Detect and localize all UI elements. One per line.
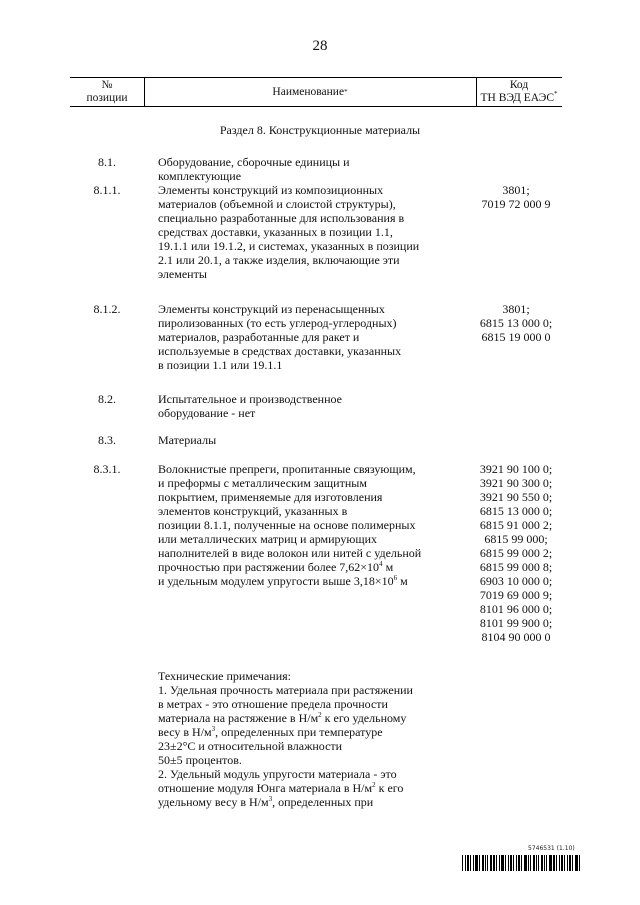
page-number: 28	[312, 38, 328, 54]
row-number: 8.1.	[98, 155, 116, 169]
section-title: Раздел 8. Конструкционные материалы	[219, 123, 421, 137]
row-number: 8.1.2.	[93, 302, 121, 316]
barcode-label: 5746531 (1.10)	[528, 845, 575, 852]
header-code-label-line1: Код	[509, 79, 529, 91]
row-number: 8.2.	[98, 392, 116, 406]
header-code-footnote-mark: *	[554, 90, 558, 99]
row-number: 8.1.1.	[93, 183, 121, 197]
row-description: Элементы конструкций из перенасыщенных пиролизованных (то есть углерод-углеродных) материалов, разработанные для ракет и используемые в средствах доставки, указанных в позиции 1.1 или 19.1.1	[158, 302, 402, 372]
row-number: 8.3.1.	[93, 462, 121, 476]
notes-title: Технические примечания:	[158, 669, 291, 683]
row-number: 8.3.	[98, 433, 116, 447]
row-description: Оборудование, сборочные единицы и комплектующие	[158, 155, 350, 183]
header-position-column	[70, 78, 145, 106]
header-name-label: Наименование	[272, 86, 345, 98]
header-name-column: Наименование *	[144, 78, 477, 106]
row-description: Волокнистые препреги, пропитанные связующим, и преформы с металлическим защитным покрытием, применяемые для изготовления элементов конструкций, указанных в позиции 8.1.1, полученные на основе полимерных или металлических матриц и армирующих наполнителей в виде волокон или нитей с удельной прочностью при растяжении более $7,62\times 10^4$ м и удельным модулем упругости выше $3,18\times 10^6$ м	[158, 462, 422, 588]
technical-notes: Технические примечания: 1. Удельная прочность материала при растяжении в метрах - это отношение предела прочности материала на растяжение в $Н/м^2$ к его удельному весу в $Н/м^3$, определенных при температуре 23±2°C и относительной влажности 50±5 процентов. 2. Удельный модуль упругости материала - это отношение модуля Юнга материала в $Н/м^2$ к его удельному весу в $Н/м^3$, определенных при	[158, 669, 458, 809]
row-description: Элементы конструкций из композиционных материалов (объемной и слоистой структуры), специально разработанные для использования в средствах доставки, указанных в позиции 1.1, 19.1.1 или 19.1.2, и системах, указанных в позиции 2.1 или 20.1, а также изделия, включающие эти элементы	[158, 183, 420, 281]
row-codes: 3801; 7019 72 000 9	[481, 183, 551, 211]
table-header	[70, 77, 562, 107]
header-position-label-line1: №	[101, 79, 113, 91]
barcode	[462, 855, 582, 871]
row-description: Испытательное и производственное оборудование - нет	[158, 392, 342, 420]
header-position-label-line2: позиции	[86, 92, 128, 104]
row-codes: 3921 90 100 0; 3921 90 300 0; 3921 90 550 0; 6815 13 000 0; 6815 91 000 2; 6815 99 000; 6815 99 000 2; 6815 99 000 8; 6903 10 000 0; 7019 69 000 9; 8101 96 000 0; 8101 99 900 0; 8104 90 000 0	[479, 462, 553, 644]
header-code-label-line2: ТН ВЭД ЕАЭС*	[480, 90, 558, 104]
row-codes: 3801; 6815 13 000 0; 6815 19 000 0	[479, 302, 553, 344]
header-code-column	[476, 78, 562, 106]
row-description: Материалы	[158, 433, 217, 447]
